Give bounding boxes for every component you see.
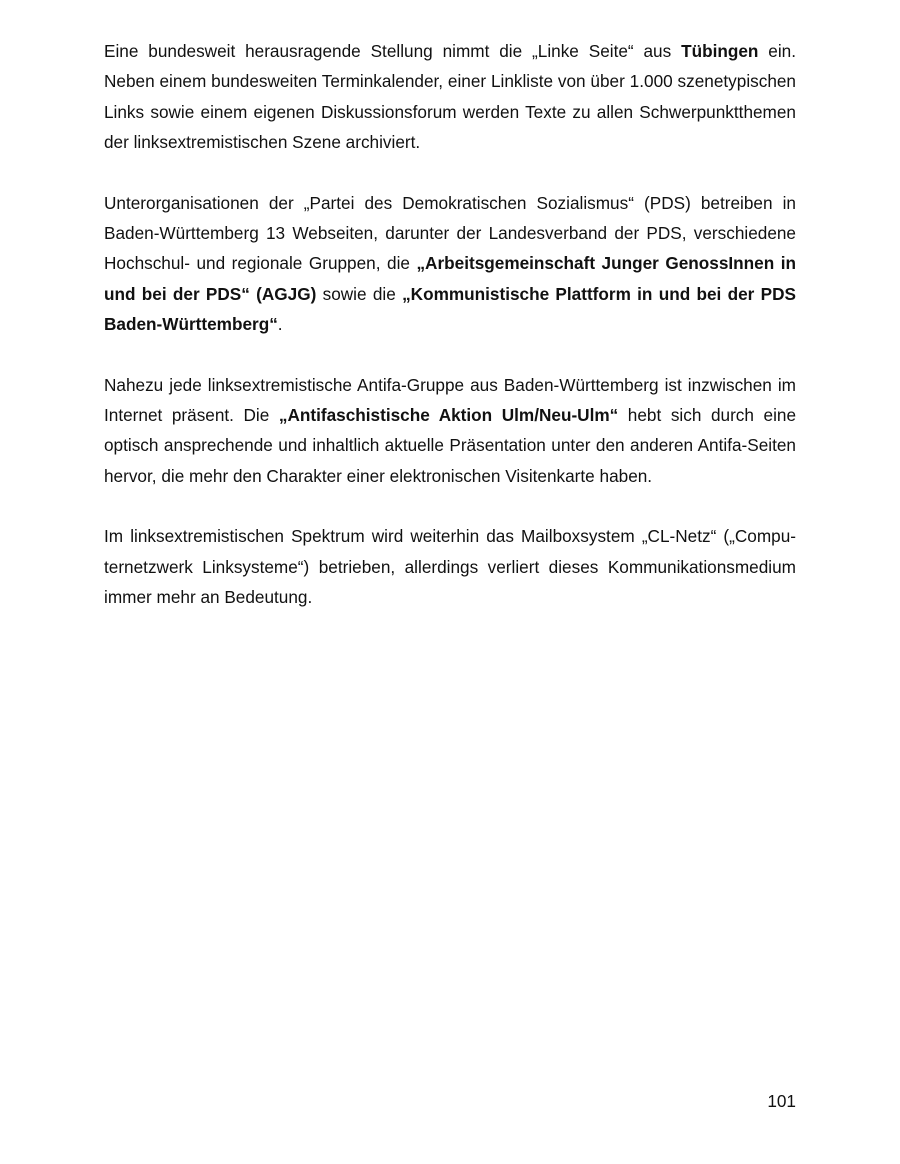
text-segment: Eine bundesweit herausragende Stellung nimmt die „Linke Seite“ aus bbox=[104, 41, 682, 61]
text-segment: ein. Neben einem bundesweiten Terminkalender, einer Linkliste von über 1.000 szenetypischen Links sowie einem eigenen Diskussionsforum werden Texte zu allen Schwerpunktthemen der linksextremistischen Szene archiviert. bbox=[104, 41, 796, 153]
paragraph-cl-netz bbox=[104, 521, 796, 612]
page-number: 101 bbox=[767, 1091, 796, 1111]
text-segment: sowie die bbox=[316, 283, 403, 304]
paragraph-linke-seite bbox=[104, 36, 796, 158]
paragraph-antifa bbox=[104, 370, 796, 492]
text-segment: Unterorganisationen der „Partei des Demokratischen Sozialismus“ (PDS) betreiben in Baden-Württemberg 13 Webseiten, darunter der Landesverband der PDS, verschiedene Hochschul- und regionale Gruppen, die bbox=[104, 192, 796, 274]
text-segment-bold: „Kommunistische Plattform in und bei der PDS Baden-Württemberg“ bbox=[104, 283, 796, 335]
paragraph-pds bbox=[104, 188, 796, 340]
text-segment-bold: „Antifaschistische Aktion Ulm/Neu-Ulm“ bbox=[278, 405, 619, 426]
text-segment: . bbox=[277, 314, 283, 335]
text-segment: Nahezu jede linksextremistische Antifa-Gruppe aus Baden-Württemberg ist inzwischen im Internet präsent. Die bbox=[104, 374, 796, 426]
text-segment: hebt sich durch eine optisch ansprechende und inhaltlich aktuelle Präsentation unter den anderen Antifa-Seiten hervor, die mehr den Charakter einer elektronischen Visitenkarte haben. bbox=[104, 405, 797, 486]
text-segment-bold: Tübingen bbox=[681, 41, 759, 61]
text-segment: Im linksextremistischen Spektrum wird weiterhin das Mailboxsystem „CL-Netz“ („Computernetzwerk Linksysteme“) betrieben, allerdings verliert dieses Kommunikationsmedium immer mehr an Bedeutung. bbox=[104, 526, 796, 608]
text-segment-bold: „Arbeitsgemeinschaft Junger GenossInnen in und bei der PDS“ (AGJG) bbox=[104, 253, 796, 304]
document-body bbox=[104, 36, 796, 643]
